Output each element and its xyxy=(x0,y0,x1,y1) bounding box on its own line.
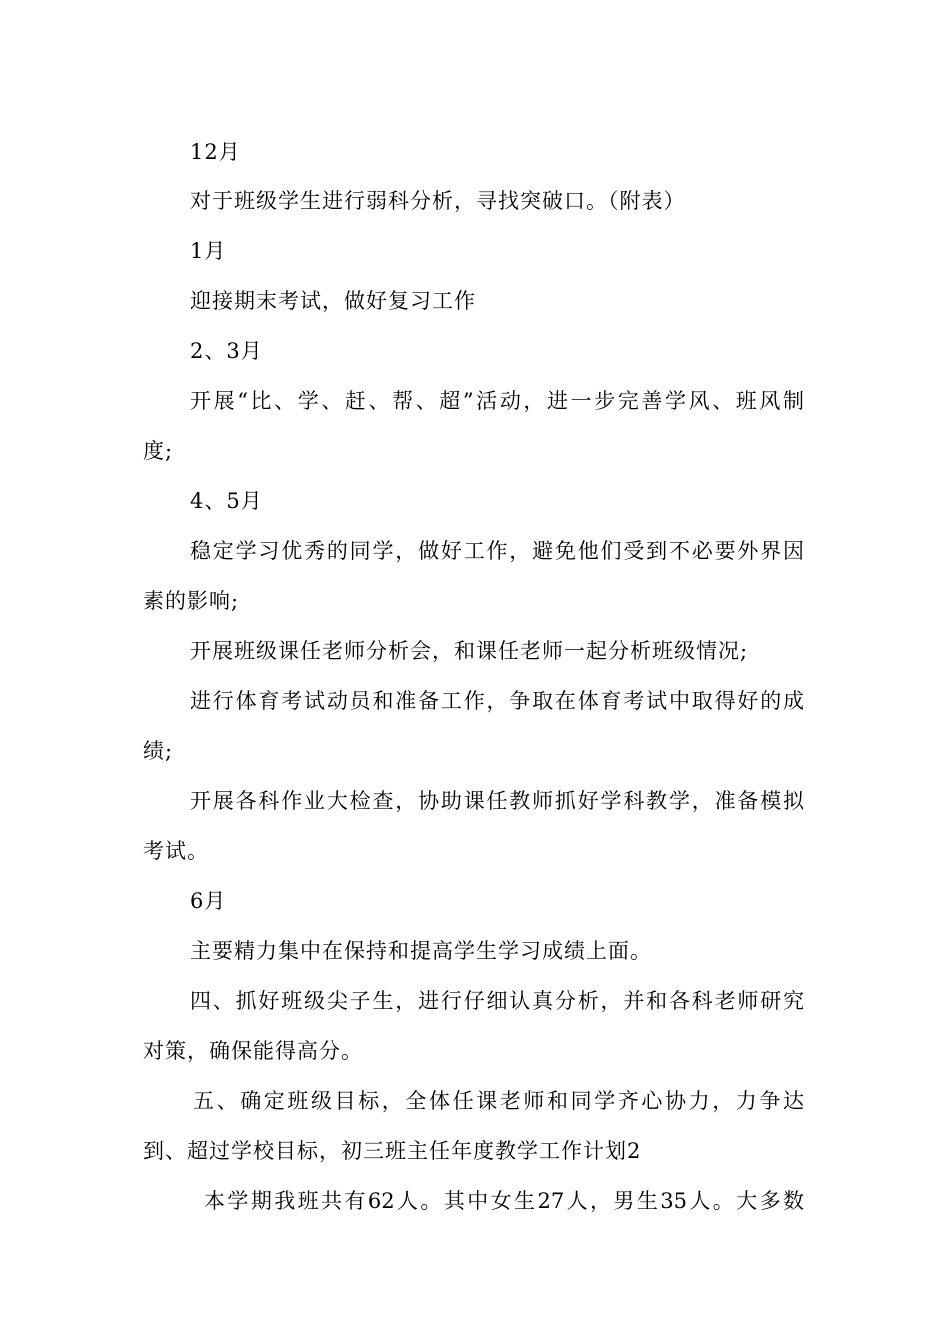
text-line-main-focus: 主要精力集中在保持和提高学生学习成绩上面。 xyxy=(190,939,652,963)
text-line-teacher-meeting: 开展班级课任老师分析会，和课任老师一起分析班级情况; xyxy=(190,639,749,663)
text-line-month-2-3: 2、3月 xyxy=(190,339,263,363)
text-line-section-five: 五、确定班级目标，全体任课老师和同学齐心协力，力争达 xyxy=(193,1089,804,1113)
text-line-activity-cont: 度; xyxy=(143,439,174,463)
text-line-activity: 开展“比、学、赶、帮、超”活动，进一步完善学风、班风制 xyxy=(190,389,804,413)
text-line-homework-check: 开展各科作业大检查，协助课任教师抓好学科教学，准备模拟 xyxy=(190,789,804,813)
text-line-weak-subject: 对于班级学生进行弱科分析，寻找突破口。（附表） xyxy=(190,189,686,213)
text-line-pe-exam: 进行体育考试动员和准备工作，争取在体育考试中取得好的成 xyxy=(190,689,804,713)
text-line-pe-exam-cont: 绩; xyxy=(143,739,174,763)
text-line-month-6: 6月 xyxy=(190,889,227,913)
text-line-month-1: 1月 xyxy=(190,239,227,263)
text-line-section-four-cont: 对策，确保能得高分。 xyxy=(143,1039,363,1063)
text-line-class-size: 本学期我班共有62人。其中女生27人，男生35人。大多数 xyxy=(204,1189,804,1213)
text-line-final-exam: 迎接期末考试，做好复习工作 xyxy=(190,289,476,313)
text-line-month-4-5: 4、5月 xyxy=(190,489,263,513)
text-line-stabilize: 稳定学习优秀的同学，做好工作，避免他们受到不必要外界因 xyxy=(190,539,804,563)
text-line-stabilize-cont: 素的影响; xyxy=(143,589,240,613)
text-line-homework-check-cont: 考试。 xyxy=(143,839,209,863)
text-line-month-12: 12月 xyxy=(190,140,241,164)
text-line-section-five-cont: 到、超过学校目标，初三班主任年度教学工作计划2 xyxy=(143,1139,642,1163)
text-line-section-four: 四、抓好班级尖子生，进行仔细认真分析，并和各科老师研究 xyxy=(190,989,804,1013)
